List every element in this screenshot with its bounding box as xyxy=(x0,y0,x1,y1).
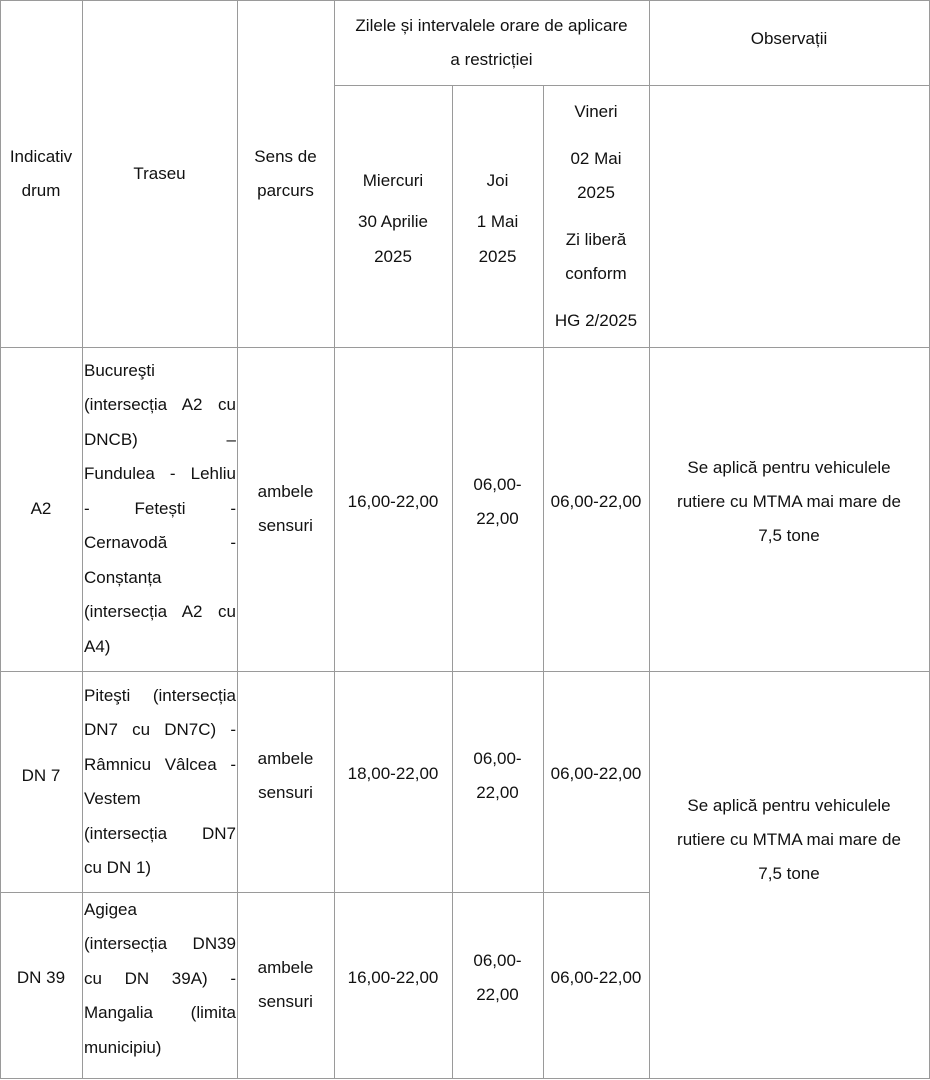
row-dn7-joi: 06,00- 22,00 xyxy=(473,749,522,802)
row-a2-sens: ambele sensuri xyxy=(257,482,314,535)
row-dn39-miercuri: 16,00-22,00 xyxy=(347,968,439,987)
row-dn7-dn39-observatii: Se aplică pentru vehiculele rutiere cu MTMA mai mare de 7,5 tone xyxy=(677,795,901,883)
row-dn39-joi: 06,00- 22,00 xyxy=(473,951,522,1004)
header-zilele: Zilele și intervalele orare de aplicare a restricției xyxy=(355,15,628,69)
row-dn39-traseu: Agigea (intersecția DN39 cu DN 39A) - Mangalia (limita municipiu) xyxy=(84,899,236,1057)
row-a2-vineri: 06,00-22,00 xyxy=(550,492,642,511)
header-day-miercuri: Miercuri 30 Aprilie 2025 xyxy=(358,171,428,266)
row-a2-miercuri: 16,00-22,00 xyxy=(347,492,439,511)
row-a2-observatii: Se aplică pentru vehiculele rutiere cu MTMA mai mare de 7,5 tone xyxy=(677,458,901,545)
header-observatii: Observații xyxy=(750,29,828,48)
row-dn39-vineri: 06,00-22,00 xyxy=(550,968,642,987)
row-dn7-vineri: 06,00-22,00 xyxy=(550,764,642,783)
row-a2-joi: 06,00- 22,00 xyxy=(473,475,522,528)
row-a2-drum: A2 xyxy=(30,499,52,518)
row-dn7-sens: ambele sensuri xyxy=(257,749,314,802)
row-dn39-drum: DN 39 xyxy=(16,968,66,987)
header-indicativ: Indicativ drum xyxy=(9,146,73,200)
row-dn7-miercuri: 18,00-22,00 xyxy=(347,764,439,783)
header-day-joi: Joi 1 Mai 2025 xyxy=(476,171,519,266)
row-dn7-traseu: Piteşti (intersecția DN7 cu DN7C) - Râmnicu Vâlcea - Vestem (intersecția DN7 cu DN 1) xyxy=(84,685,236,877)
header-traseu: Traseu xyxy=(133,163,186,183)
row-a2-traseu: Bucureşti (intersecția A2 cu DNCB) – Fundulea - Lehliu - Fetești - Cernavodă - Conștanța (intersecția A2 cu A4) xyxy=(84,360,236,656)
row-dn39-sens: ambele sensuri xyxy=(257,958,314,1011)
header-sens: Sens de parcurs xyxy=(254,146,317,200)
row-dn7-drum: DN 7 xyxy=(21,766,61,785)
grid-line xyxy=(0,1078,930,1079)
header-day-vineri: Vineri 02 Mai 2025 Zi liberă conform HG 2/2025 xyxy=(554,101,638,330)
